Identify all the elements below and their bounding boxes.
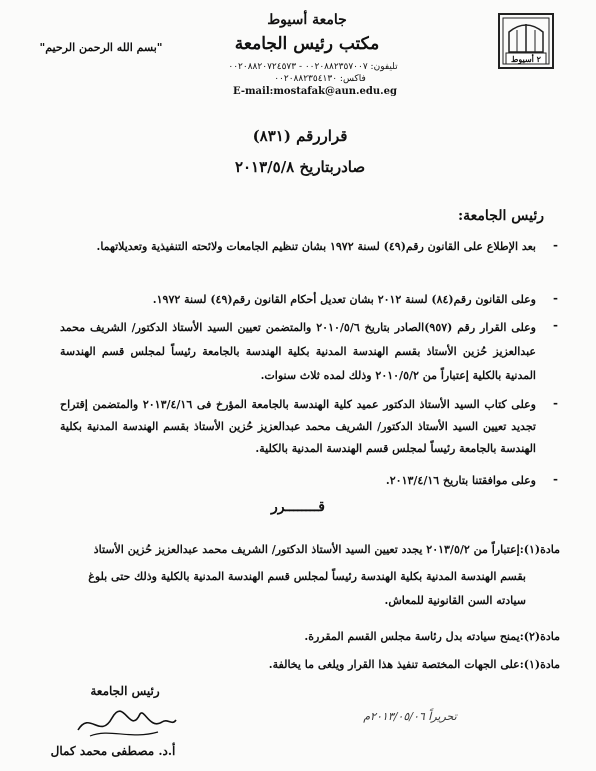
article-label: مادة(٢): [519,630,560,643]
decides-heading: قــــــــرر [271,499,325,515]
article-text: يمنح سيادته بدل رئاسة مجلس القسم المقررة. [304,630,520,643]
bullet-marker: - [553,291,558,305]
office-name: مكتب رئيس الجامعة [234,34,380,54]
preamble-item: وعلى القرار رقم (٩٥٧)الصادر بتاريخ ٢٠١٠/٥/٦ والمتضمن تعيين السيد الأستاذ الدكتور/ الشريف محمد عبدالعزيز حُزين الأستاذ بقسم الهندسة المدنية بكلية الهندسة بالجامعة رئيساً لمجلس قسم الهندسة المدنية بالكلية إعتباراً من ٢٠١٠/٥/٢ وذلك لمده ثلاث سنوات. [60,321,536,382]
logo-text: ٢ أسيوط [511,54,541,64]
university-name: جامعة أسيوط [267,12,347,28]
article-1 [38,539,560,560]
handwritten-signature [70,700,180,744]
bullet-marker: - [553,396,558,410]
phone-line: تليفون: ٠٠٢٠٨٨٢٣٥٧٠٠٧ - ٠٠٢٠٨٨٢٠٧٢٤٥٧٣ [228,62,398,72]
article-2 [38,626,560,647]
decision-date: صادربتاريخ ٢٠١٣/٥/٨ [234,158,366,176]
preamble-item: وعلى كتاب السيد الأستاذ الدكتور عميد كلية الهندسة بالجامعة المؤرخ فى ٢٠١٣/٤/١٦ والمتضمن إقتراح تجديد تعيين السيد الأستاذ الدكتور/ الشريف محمد عبدالعزيز حُزين الأستاذ بقسم الهندسة المدنية بكلية الهندسة بالجامعة رئيساً لمجلس قسم الهندسة المدنية بالكلية. [60,398,536,455]
basmala: "بسم الله الرحمن الرحيم" [39,41,163,54]
decision-number: قراررقم (٨٣١) [252,127,348,145]
preamble-item: بعد الإطلاع على القانون رقم(٤٩) لسنة ١٩٧٢ بشان تنظيم الجامعات ولائحته التنفيذية وتعديلاتهما. [96,240,536,253]
article-text: إعتباراً من ٢٠١٣/٥/٢ يجدد تعيين السيد الأستاذ الدكتور/ الشريف محمد عبدالعزيز حُزين الأستاذ [93,543,520,556]
article-text: على الجهات المختصة تنفيذ هذا القرار ويلغى ما يخالفة. [268,658,520,671]
signature-title: رئيس الجامعة [90,684,160,698]
article-1-continuation: بقسم الهندسة المدنية بكلية الهندسة رئيساً لمجلس قسم الهندسة المدنية بالكلية وذلك حتى بلوغ سيادته السن القانونية للمعاش. [88,570,526,607]
article-label: مادة(١): [519,543,560,556]
email-line: E-mail:mostafak@aun.edu.eg [233,86,397,97]
president-label: رئيس الجامعة: [458,208,544,224]
bullet-marker: - [553,238,558,252]
article-label: مادة(١): [519,658,560,671]
bullet-marker: - [553,472,558,486]
preamble-item: وعلى موافقتنا بتاريخ ٢٠١٣/٤/١٦. [385,474,536,487]
bullet-marker: - [553,318,558,332]
article-3 [38,654,560,675]
signatory-name: أ.د. مصطفى محمد كمال [50,744,176,758]
preamble-item: وعلى القانون رقم(٨٤) لسنة ٢٠١٢ بشان تعديل أحكام القانون رقم(٤٩) لسنة ١٩٧٢. [152,293,536,306]
fax-line: فاكس: ٠٠٢٠٨٨٢٣٥٤١٣٠ [274,74,366,84]
university-logo [497,12,555,70]
written-date: تحريراً ٢٠١٣/٠٥/٠٦م [363,710,457,723]
